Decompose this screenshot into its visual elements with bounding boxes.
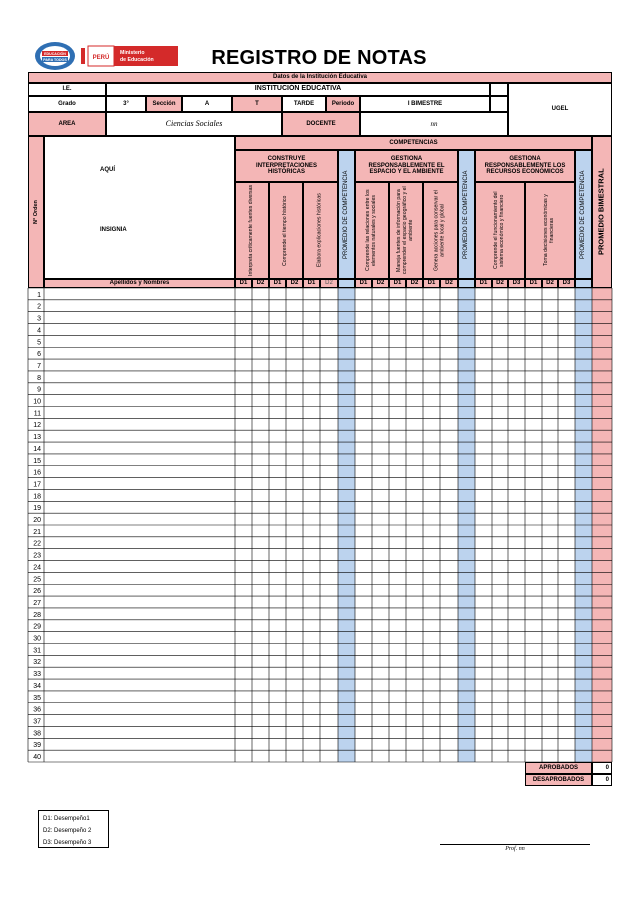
row-number: 35 <box>33 694 41 702</box>
legend-item: D2: Desempeño 2 <box>43 828 92 834</box>
periodo-extra-cell <box>490 96 508 112</box>
ie-extra-cell <box>490 83 508 96</box>
student-grid[interactable] <box>28 288 612 762</box>
grado-label: Grado <box>28 96 106 112</box>
legend-item: D1: Desempeño1 <box>43 816 90 822</box>
institution-section-title: Datos de la Institución Educativa <box>28 72 612 83</box>
seccion-value[interactable]: A <box>182 96 232 112</box>
subheader-d: D1 <box>269 279 286 288</box>
capacity-1-3: Elabora explicaciones históricas <box>303 182 338 279</box>
svg-text:Ministerio: Ministerio <box>120 50 145 56</box>
competency-2-average-header: PROMEDIO DE COMPETENCIA <box>458 150 475 279</box>
desaprobados-label: DESAPROBADOS <box>525 774 592 786</box>
row-number: 32 <box>33 659 41 667</box>
insignia-area <box>44 136 235 279</box>
svg-text:PERÚ: PERÚ <box>92 55 110 61</box>
competency-1-name: CONSTRUYE INTERPRETACIONES HISTÓRICAS <box>235 150 338 182</box>
ie-label: I.E. <box>28 83 106 96</box>
periodo-label: Periodo <box>326 96 360 112</box>
row-number: 13 <box>33 434 41 442</box>
insignia-label: INSIGNIA <box>100 226 127 233</box>
grade-sheet <box>28 72 612 783</box>
row-number: 28 <box>33 611 41 619</box>
row-number: 3 <box>37 315 41 323</box>
row-number: 6 <box>37 351 41 359</box>
avg-subheader-cell <box>575 279 592 288</box>
ie-value[interactable]: INSTITUCIÓN EDUCATIVA <box>106 83 490 96</box>
row-number: 9 <box>37 386 41 394</box>
row-number: 23 <box>33 552 41 560</box>
subheader-d: D2 <box>286 279 303 288</box>
subheader-d: D2 <box>440 279 458 288</box>
subheader-d: D2 <box>406 279 423 288</box>
subheader-d: D2 <box>542 279 558 288</box>
area-label: AREA <box>28 112 106 136</box>
subheader-d: D3 <box>558 279 575 288</box>
capacity-1-1: Interpreta críticamente fuentes diversas <box>235 182 269 279</box>
row-number: 36 <box>33 706 41 714</box>
docente-label: DOCENTE <box>282 112 360 136</box>
promedio-bimestral-header: PROMEDIO BIMESTRAL <box>592 136 612 288</box>
row-number: 12 <box>33 422 41 430</box>
row-number: 29 <box>33 623 41 631</box>
svg-text:PARA TODOS: PARA TODOS <box>43 58 67 62</box>
subheader-d: D1 <box>355 279 372 288</box>
grado-value[interactable]: 3° <box>106 96 146 112</box>
subheader-d: D2 <box>320 279 338 288</box>
subheader-d: D1 <box>525 279 542 288</box>
subheader-d: D1 <box>475 279 492 288</box>
row-number: 7 <box>37 362 41 370</box>
subheader-d: D3 <box>508 279 525 288</box>
seccion-label: Sección <box>146 96 182 112</box>
row-number: 14 <box>33 445 41 453</box>
row-number: 11 <box>33 410 41 418</box>
docente-value[interactable]: nn <box>360 112 508 136</box>
competency-3-average-header: PROMEDIO DE COMPETENCIA <box>575 150 592 279</box>
row-number: 1 <box>37 291 41 299</box>
svg-text:EDUCACIÓN: EDUCACIÓN <box>44 52 66 56</box>
names-header: Apellidos y Nombres <box>44 279 235 288</box>
subheader-d: D2 <box>372 279 389 288</box>
capacity-2-2: Maneja fuentes de información para comprender el espacio geográfico y el ambiente <box>389 182 423 279</box>
avg-subheader-cell <box>338 279 355 288</box>
row-number: 25 <box>33 576 41 584</box>
legend-item: D3: Desempeño 3 <box>43 840 92 846</box>
area-value[interactable]: Ciencias Sociales <box>106 112 282 136</box>
row-number: 22 <box>33 540 41 548</box>
aprobados-value: 0 <box>592 762 612 774</box>
row-number: 37 <box>33 718 41 726</box>
turno-name: TARDE <box>282 96 326 112</box>
capacity-3-2: Toma decisiones económicas y financieras <box>525 182 575 279</box>
row-number: 30 <box>33 635 41 643</box>
competency-3-name: GESTIONA RESPONSABLEMENTE LOS RECURSOS ECONÓMICOS <box>475 150 575 182</box>
aqui-label: AQUÍ <box>100 166 115 173</box>
ugel-label: UGEL <box>508 83 612 136</box>
legend-box <box>38 810 109 848</box>
competency-1-average-header: PROMEDIO DE COMPETENCIA <box>338 150 355 279</box>
turno-value[interactable]: T <box>232 96 282 112</box>
row-number: 10 <box>33 398 41 406</box>
row-number: 4 <box>37 327 41 335</box>
subheader-d: D2 <box>252 279 269 288</box>
row-number: 18 <box>33 493 41 501</box>
row-number: 33 <box>33 671 41 679</box>
row-number: 40 <box>33 754 41 761</box>
svg-text:de Educación: de Educación <box>120 57 154 63</box>
subheader-d: D1 <box>423 279 440 288</box>
row-number: 20 <box>33 517 41 524</box>
signature-name: Prof. nn <box>505 846 525 852</box>
row-number: 34 <box>33 682 41 690</box>
order-label: N° Orden <box>28 136 44 288</box>
capacity-2-3: Genera acciones para conservar el ambiente local y global <box>423 182 458 279</box>
capacity-2-1: Comprende las relaciones entre los elementos naturales y sociales <box>355 182 389 279</box>
subheader-d: D1 <box>235 279 252 288</box>
row-number: 38 <box>33 730 41 738</box>
row-number: 16 <box>33 469 41 477</box>
row-number: 17 <box>33 481 41 489</box>
periodo-value[interactable]: I BIMESTRE <box>360 96 490 112</box>
row-number: 26 <box>33 588 41 596</box>
desaprobados-value: 0 <box>592 774 612 786</box>
row-number: 39 <box>33 742 41 750</box>
aprobados-label: APROBADOS <box>525 762 592 774</box>
row-number: 27 <box>33 599 41 607</box>
row-number: 31 <box>33 647 41 655</box>
row-number: 2 <box>37 303 41 311</box>
row-number: 24 <box>33 564 41 572</box>
signature-line <box>440 844 590 845</box>
subheader-d: D2 <box>492 279 508 288</box>
row-number: 5 <box>37 339 41 347</box>
row-number: 8 <box>37 374 41 382</box>
subheader-d: D1 <box>389 279 406 288</box>
page-title: REGISTRO DE NOTAS <box>211 47 427 69</box>
row-number: 15 <box>33 457 41 465</box>
avg-subheader-cell <box>458 279 475 288</box>
row-number: 19 <box>33 505 41 513</box>
competency-2-name: GESTIONA RESPONSABLEMENTE EL ESPACIO Y EL AMBIENTE <box>355 150 458 182</box>
capacity-1-2: Comprende el tiempo histórico <box>269 182 303 279</box>
capacity-3-1: Comprende el funcionamiento del sistema económico y financiero <box>475 182 525 279</box>
competencias-label: COMPETENCIAS <box>235 136 592 150</box>
subheader-d: D1 <box>303 279 320 288</box>
row-number: 21 <box>33 528 41 536</box>
